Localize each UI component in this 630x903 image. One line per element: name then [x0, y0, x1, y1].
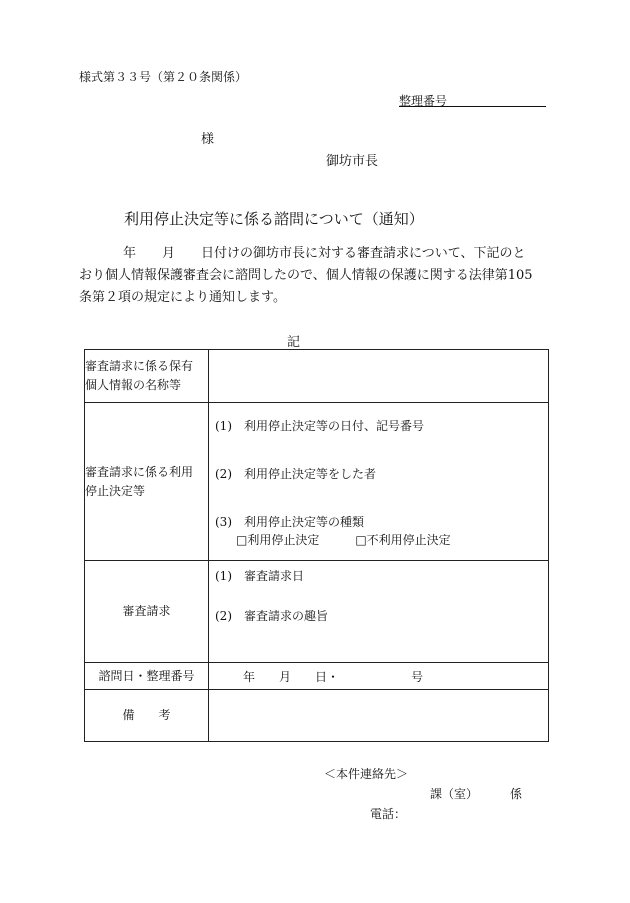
body-line-2: おり個人情報保護審査会に諮問したので、個人情報の保護に関する法律第105: [79, 268, 533, 283]
checkbox-suspension[interactable]: □利用停止決定: [236, 533, 320, 547]
label-holding-info: [85, 350, 209, 403]
label-review-request: 審査請求: [85, 561, 209, 663]
row-suspension-decision: [85, 403, 549, 561]
row-inquiry-date: [85, 663, 549, 690]
value-remarks[interactable]: [209, 690, 549, 742]
contact-section: 係: [510, 787, 523, 801]
label-suspension-decision: [85, 403, 209, 561]
body-paragraph: [79, 243, 549, 309]
item-decision-type: (3) 利用停止決定等の種類: [215, 515, 364, 529]
row-holding-info: [85, 350, 549, 403]
item-decision-date: (1) 利用停止決定等の日付、記号番号: [215, 419, 424, 433]
checkbox-non-suspension[interactable]: □不利用停止決定: [355, 533, 451, 547]
contact-department: 課（室）: [430, 787, 479, 801]
reference-label-underline: [399, 106, 452, 107]
reference-number-field[interactable]: [452, 106, 546, 107]
form-number: 様式第３３号（第２０条関係）: [79, 70, 248, 84]
label-holding-info-line1: 審査請求に係る保有: [85, 359, 194, 373]
value-review-request[interactable]: [209, 561, 549, 663]
contact-heading: ＜本件連絡先＞: [324, 767, 409, 781]
value-holding-info[interactable]: [209, 350, 549, 403]
reference-number-label: 整理番号: [399, 94, 448, 108]
sender-name: 御坊市長: [326, 154, 379, 169]
document-title: 利用停止決定等に係る諮問について（通知）: [124, 210, 424, 228]
inquiry-form-table: [84, 349, 549, 742]
label-suspension-line1: 審査請求に係る利用: [85, 464, 194, 479]
label-inquiry-date: 諮問日・整理番号: [85, 663, 209, 690]
item-request-date: (1) 審査請求日: [215, 569, 304, 583]
decision-type-checks: [209, 531, 548, 549]
addressee-suffix: 様: [201, 132, 215, 147]
row-remarks: [85, 690, 549, 742]
label-remarks: 備 考: [85, 690, 209, 742]
label-suspension-line2: 停止決定等: [85, 483, 146, 498]
body-line-1: 年 月 日付けの御坊市長に対する審査請求について、下記のと: [123, 246, 526, 261]
row-review-request: [85, 561, 549, 663]
item-request-purpose: (2) 審査請求の趣旨: [215, 609, 328, 623]
body-line-3: 条第２項の規定により通知します。: [79, 290, 286, 305]
item-decision-maker: (2) 利用停止決定等をした者: [215, 467, 376, 481]
value-suspension-decision[interactable]: [209, 403, 549, 561]
ki-heading: 記: [287, 335, 301, 350]
value-inquiry-date[interactable]: 年 月 日・ 号: [209, 663, 549, 690]
label-holding-info-line2: 個人情報の名称等: [85, 378, 182, 392]
contact-phone: 電話：: [370, 807, 407, 821]
